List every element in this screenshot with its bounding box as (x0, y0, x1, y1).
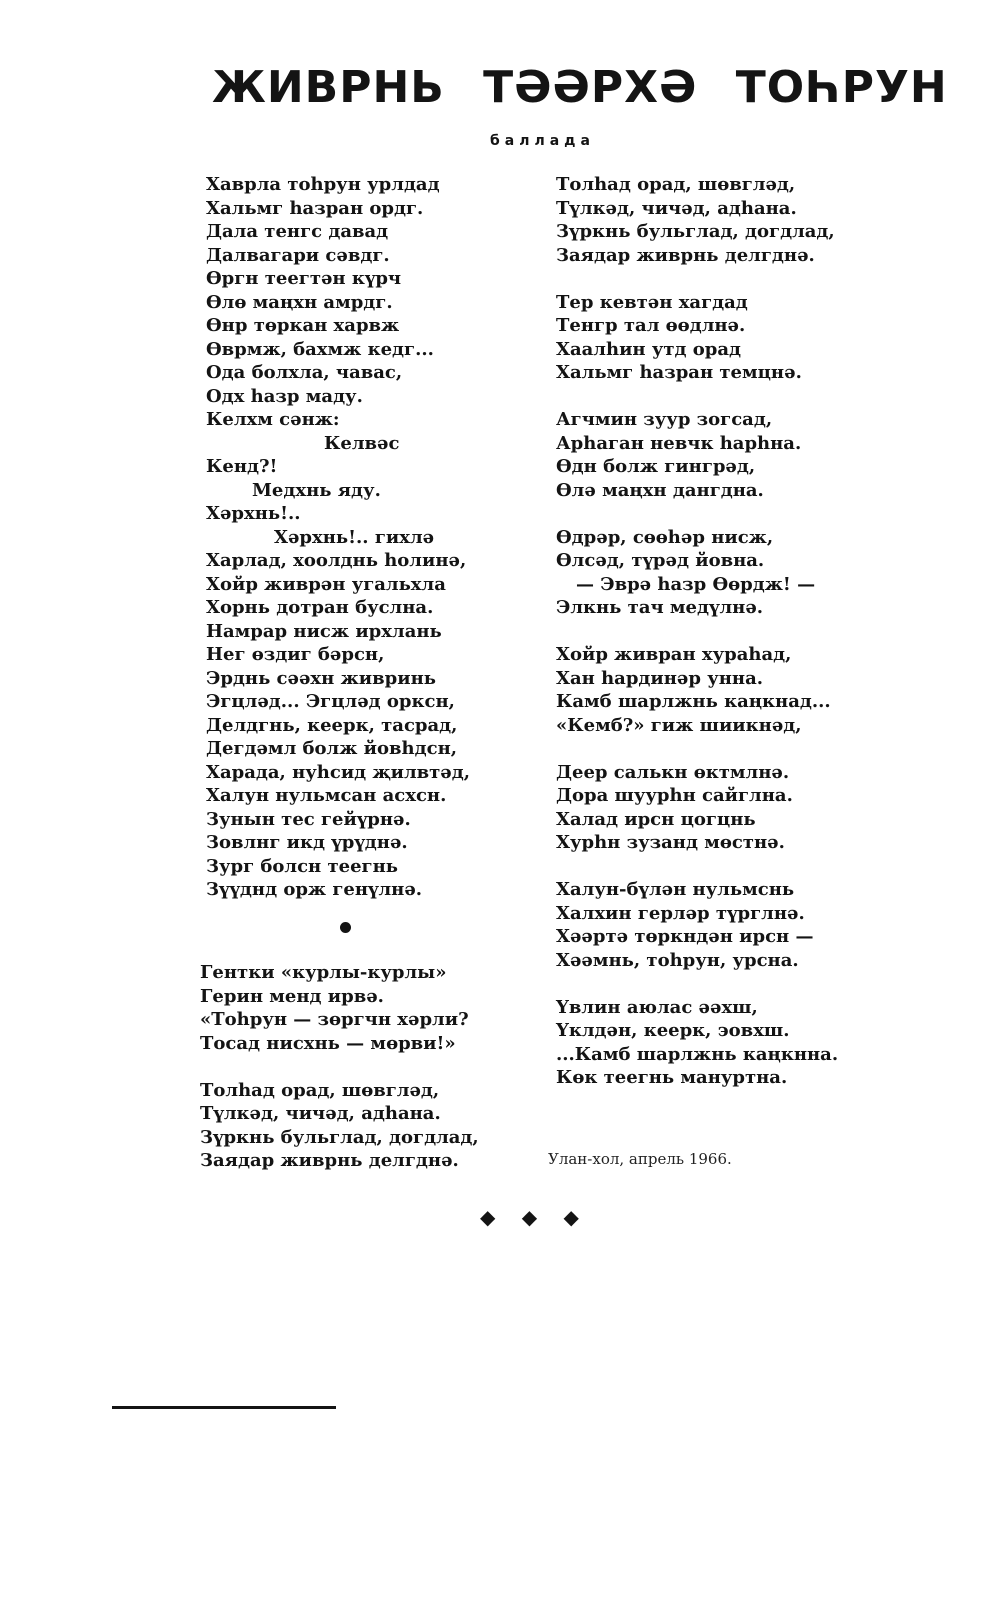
verse-line: Толһад орад, шөвгләд, (556, 174, 796, 195)
poem-subtitle: баллада (490, 133, 595, 149)
verse-line: «Тоһрун — зөргчн хәрли? (200, 1009, 469, 1030)
verse-line: Хан һардинәр унна. (556, 667, 764, 689)
verse-line: Халхин герләр түрглнә. (556, 902, 805, 924)
verse-line: Зург болсн теегнь (206, 855, 398, 877)
verse-line: Хальмг һазран темцнә. (556, 362, 802, 383)
verse-line: Үвлин аюлас әәхш, (556, 996, 758, 1018)
verse-line: Заядар живрнь делгднә. (200, 1150, 459, 1171)
stanza-gap (556, 737, 838, 761)
verse-line: Эгцләд... Эгцләд орксн, (206, 691, 455, 712)
right-column (556, 173, 838, 1090)
verse-line: Халад ирсн цогцнь (556, 808, 756, 830)
verse-line: Ода болхла, чавас, (206, 362, 403, 383)
verse-line: Харлад, хоолднь һолинә, (206, 550, 467, 571)
verse-line: Келвәс (324, 432, 400, 454)
verse-line: Камб шарлжнь каңкнад... (556, 691, 831, 712)
verse-line: Зүркнь бульглад, догдлад, (556, 221, 835, 242)
verse-line: Тер кевтән хагдад (556, 291, 748, 313)
verse-line: Элкнь тач медүлнә. (556, 597, 764, 618)
verse-line: Өлә маңхн дангдна. (556, 479, 764, 501)
verse-line: Хәәртә төркндән ирсн — (556, 926, 814, 947)
verse-line: Хәрхнь!.. гихлә (274, 526, 435, 548)
left-column-lower (200, 961, 479, 1173)
verse-line: Одх һазр маду. (206, 385, 363, 407)
poem-title: ЖИВРНЬ ТӘӘРХӘ ТОҺРУН (212, 62, 948, 113)
verse-line: Хаалһин утд орад (556, 338, 742, 360)
verse-line: Үклдән, кеерк, эовхш. (556, 1020, 790, 1041)
verse-line: Хорнь дотран буслна. (206, 597, 434, 618)
verse-line: Өдрәр, сөөһәр нисж, (556, 526, 774, 548)
verse-line: Дора шуурһн сайглна. (556, 785, 793, 806)
verse-line: Дала тенгс давад (206, 221, 389, 242)
dateline: Улан-хол, апрель 1966. (548, 1150, 732, 1168)
verse-line: Заядар живрнь делгднә. (556, 244, 815, 266)
verse-line: Келхм сәнж: (206, 409, 340, 430)
verse-line: Халун-бүлән нульмснь (556, 879, 795, 900)
verse-line: Өврмж, бахмж кедг... (206, 338, 434, 360)
footnote-rule (112, 1406, 336, 1409)
stanza-separator-dot (340, 922, 351, 933)
verse-line: Хальмг һазран ордг. (206, 197, 424, 219)
verse-line: Тенгр тал өөдлнә. (556, 315, 746, 336)
verse-line: Халун нульмсан асхсн. (206, 785, 447, 806)
verse-line: Зунын тес гейүрнә. (206, 808, 411, 830)
verse-line: Өлсәд, түрәд йовна. (556, 550, 765, 571)
stanza-gap (556, 972, 838, 996)
verse-line: Өргн теегтән күрч (206, 268, 402, 289)
verse-line: Хойр живран хураһад, (556, 644, 792, 665)
left-column (206, 173, 470, 902)
verse-line: Арһаган невчк һарһна. (556, 432, 802, 454)
verse-line: Гентки «курлы-курлы» (200, 962, 447, 983)
stanza-gap (556, 385, 838, 409)
verse-line: Нег өздиг бәрсн, (206, 644, 385, 665)
verse-line: ...Камб шарлжнь каңкнна. (556, 1043, 839, 1065)
verse-line: Зүүднд орж генүлнә. (206, 879, 423, 900)
verse-line: Толһад орад, шөвгләд, (200, 1079, 440, 1101)
verse-line: Тосад нисхнь — мөрви!» (200, 1032, 456, 1054)
verse-line: Дегдәмл болж йовһдсн, (206, 738, 458, 759)
verse-line: Өдн болж гингрәд, (556, 456, 756, 477)
verse-line: «Кемб?» гиж шиикнәд, (556, 714, 802, 736)
stanza-gap (556, 267, 838, 291)
verse-line: Хәәмнь, тоһрун, урсна. (556, 949, 799, 971)
verse-line: Деер салькн өктмлнә. (556, 761, 790, 783)
verse-line: Түлкәд, чичәд, адһана. (200, 1103, 441, 1124)
verse-line: Эрднь сәәхн живринь (206, 667, 436, 689)
verse-line: Зовлнг икд үрүднә. (206, 832, 408, 853)
verse-line: Зүркнь бульглад, догдлад, (200, 1126, 479, 1148)
verse-line: Агчмин зуур зогсад, (556, 409, 773, 430)
verse-line: — Эврә һазр Өөрдж! — (576, 573, 816, 595)
stanza-gap (556, 620, 838, 644)
verse-line: Өлө маңхн амрдг. (206, 291, 393, 313)
verse-line: Хурһн зузанд мөстнә. (556, 832, 785, 853)
verse-line: Кенд?! (206, 456, 278, 477)
verse-line: Өнр төркан харвж (206, 315, 400, 336)
verse-line: Хойр живрән угальхла (206, 573, 446, 595)
verse-line: Герин менд ирвә. (200, 985, 384, 1007)
verse-line: Харада, нуһсид җилвтәд, (206, 761, 471, 783)
verse-line: Көк теегнь мануртна. (556, 1067, 788, 1088)
verse-line: Делдгнь, кеерк, тасрад, (206, 714, 458, 736)
verse-line: Далвагари сәвдг. (206, 244, 390, 266)
verse-line: Түлкәд, чичәд, адһана. (556, 197, 797, 219)
section-separator: ◆ ◆ ◆ (480, 1205, 589, 1229)
verse-line: Хаврла тоһрун урлдад (206, 174, 440, 195)
verse-line: Медхнь яду. (252, 479, 381, 501)
verse-line: Намрар нисж ирхлань (206, 620, 442, 642)
stanza-gap (556, 855, 838, 879)
stanza-gap (200, 1055, 479, 1079)
verse-line: Хәрхнь!.. (206, 503, 301, 524)
stanza-gap (556, 502, 838, 526)
